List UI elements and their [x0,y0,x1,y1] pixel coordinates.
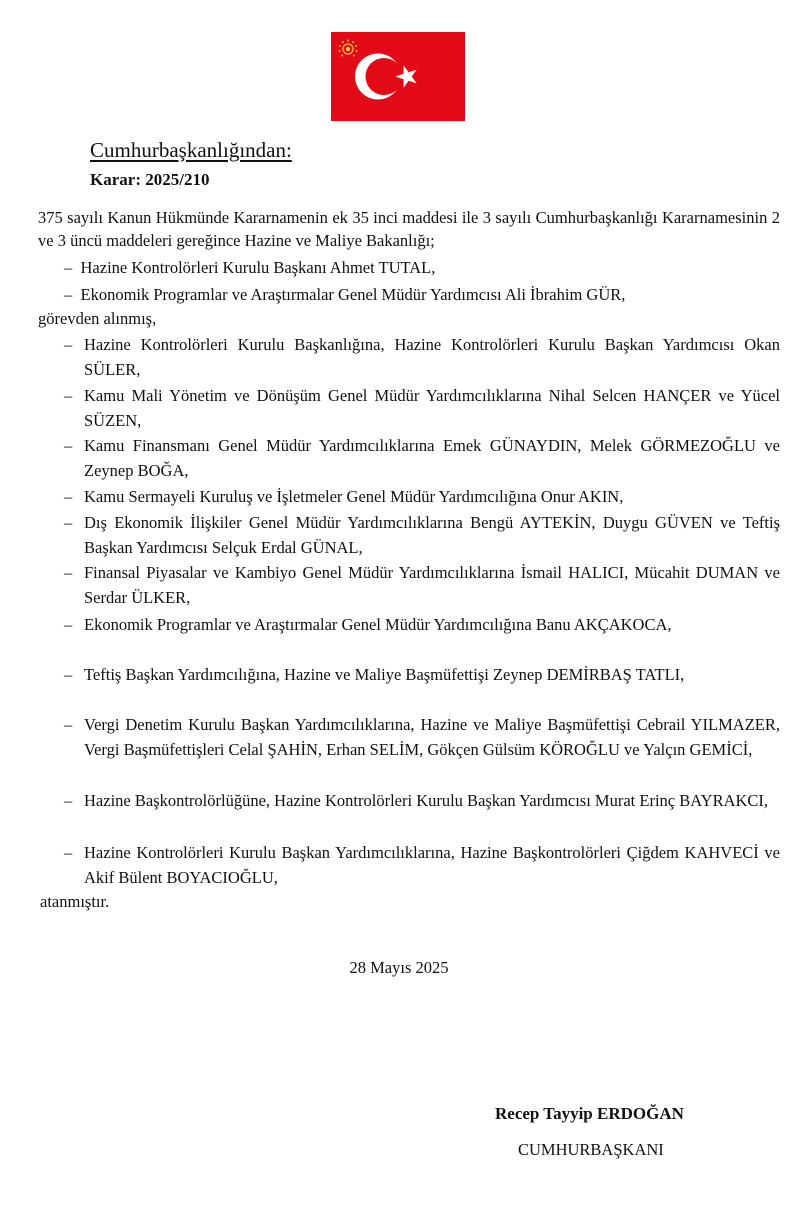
appointment-item [64,332,780,382]
list-dash: – [64,487,73,506]
appointment-closing: atanmıştır. [40,892,110,911]
intro-paragraph: 375 sayılı Kanun Hükmünde Kararnamenin ek 35 inci maddesi ile 3 sayılı Cumhurbaşkanlığı Kararnamesinin 2 ve 3 üncü maddeleri gereğince Hazine ve Maliye Bakanlığı; [38,208,780,250]
appointment-item [64,662,780,687]
appointment-text: Finansal Piyasalar ve Kambiyo Genel Müdür Yardımcılıklarına İsmail HALICI, Mücahit DUMAN ve Serdar ÜLKER, [84,563,780,607]
decision-number: Karar: 2025/210 [90,170,210,189]
appointment-text: Ekonomik Programlar ve Araştırmalar Genel Müdür Yardımcılığına Banu AKÇAKOCA, [84,615,672,634]
flag-graphic [331,32,465,121]
list-dash: – [64,285,73,304]
list-dash: – [64,615,73,634]
dismissal-text: Hazine Kontrolörleri Kurulu Başkanı Ahmet TUTAL, [80,258,436,277]
appointment-item [64,560,780,610]
appointment-item [64,484,780,509]
appointment-item [64,612,780,637]
issuer-heading: Cumhurbaşkanlığından: [90,138,292,162]
appointment-item [64,510,780,560]
appointment-text: Kamu Sermayeli Kuruluş ve İşletmeler Genel Müdür Yardımcılığına Onur AKIN, [84,487,624,506]
list-dash: – [64,258,73,277]
list-dash: – [64,665,73,684]
appointment-item [64,840,780,890]
list-dash: – [64,386,73,405]
appointment-text: Kamu Finansmanı Genel Müdür Yardımcılıklarına Emek GÜNAYDIN, Melek GÖRMEZOĞLU ve Zeynep BOĞA, [84,436,780,480]
list-dash: – [64,715,73,734]
turkish-flag-icon [331,32,465,121]
list-dash: – [64,513,73,532]
dismissal-item [64,256,435,279]
list-dash: – [64,436,73,455]
signatory-title: CUMHURBAŞKANI [518,1140,664,1159]
document-date: 28 Mayıs 2025 [349,958,449,977]
list-dash: – [64,843,73,862]
appointment-text: Teftiş Başkan Yardımcılığına, Hazine ve Maliye Başmüfettişi Zeynep DEMİRBAŞ TATLI, [84,665,685,684]
appointment-text: Hazine Kontrolörleri Kurulu Başkanlığına, Hazine Kontrolörleri Kurulu Başkan Yardımcısı Okan SÜLER, [84,335,780,379]
dismissal-item [64,283,625,306]
appointment-text: Dış Ekonomik İlişkiler Genel Müdür Yardımcılıklarına Bengü AYTEKİN, Duygu GÜVEN ve Teftiş Başkan Yardımcısı Selçuk Erdal GÜNAL, [84,513,780,557]
appointment-item [64,433,780,483]
dismissal-text: Ekonomik Programlar ve Araştırmalar Genel Müdür Yardımcısı Ali İbrahim GÜR, [80,285,626,304]
appointment-text: Kamu Mali Yönetim ve Dönüşüm Genel Müdür Yardımcılıklarına Nihal Selcen HANÇER ve Yücel SÜZEN, [84,386,780,430]
list-dash: – [64,791,73,810]
list-dash: – [64,563,73,582]
signatory-name: Recep Tayyip ERDOĞAN [495,1104,684,1123]
appointment-item [64,383,780,433]
appointment-item [64,788,780,813]
appointment-text: Vergi Denetim Kurulu Başkan Yardımcılıklarına, Hazine ve Maliye Başmüfettişi Cebrail YILMAZER, Vergi Başmüfettişleri Celal ŞAHİN, Erhan SELİM, Gökçen Gülsüm KÖROĞLU ve Yalçın GEMİCİ, [84,715,780,759]
appointment-item [64,712,780,762]
dismissal-closing: görevden alınmış, [38,309,157,328]
list-dash: – [64,335,73,354]
appointment-text: Hazine Kontrolörleri Kurulu Başkan Yardımcılıklarına, Hazine Başkontrolörleri Çiğdem KAHVECİ ve Akif Bülent BOYACIOĞLU, [84,843,780,887]
appointment-text: Hazine Başkontrolörlüğüne, Hazine Kontrolörleri Kurulu Başkan Yardımcısı Murat Erinç BAYRAKCI, [84,791,769,810]
